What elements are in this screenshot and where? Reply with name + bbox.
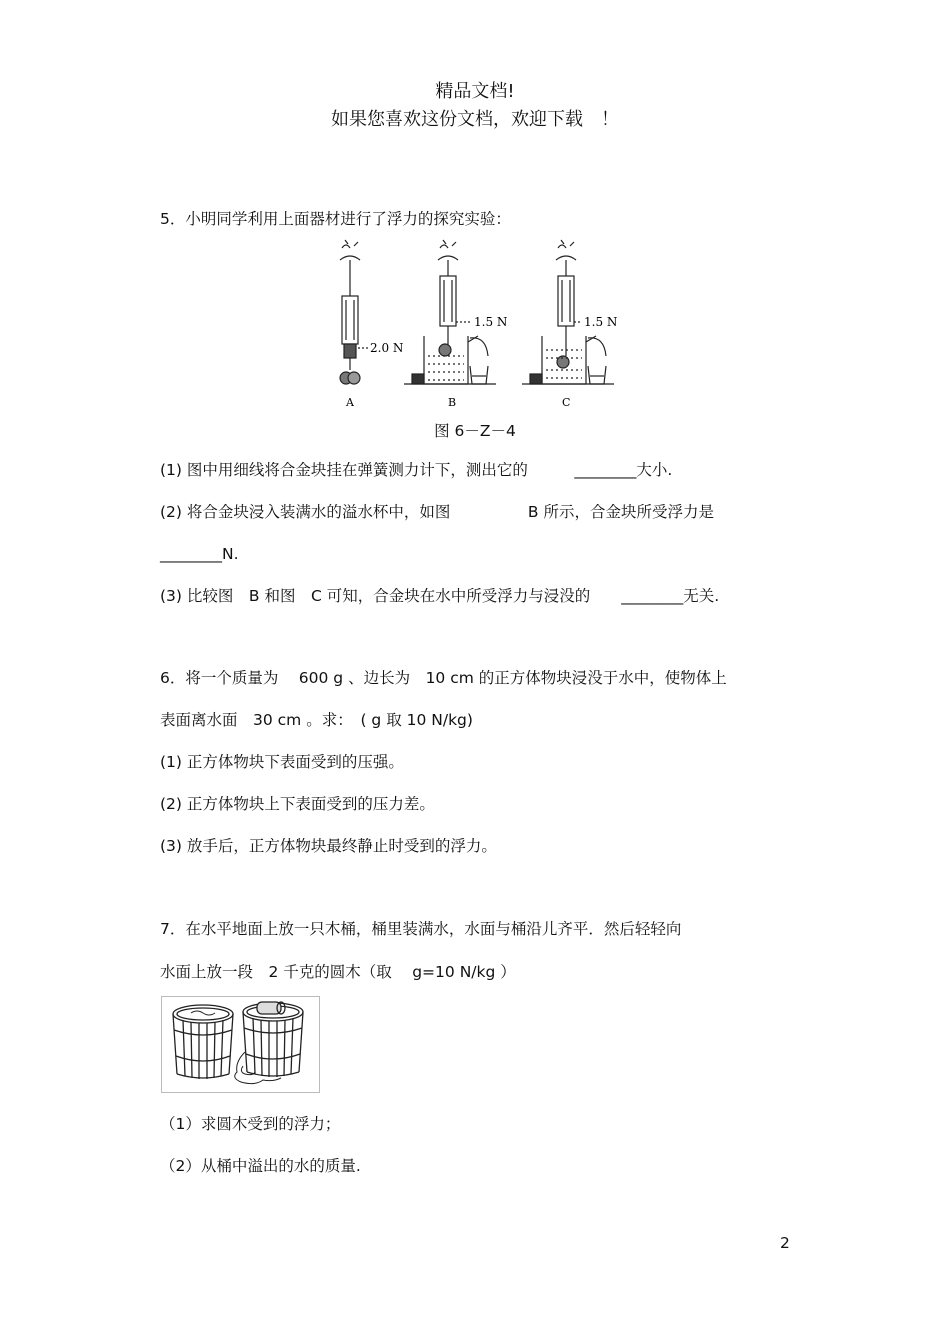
- q5-part-3: (3) 比较图 B 和图 C 可知，合金块在水中所受浮力与浸没的 ________无关.: [160, 587, 720, 605]
- q6-stem-1: 6．将一个质量为 600 g 、边长为 10 cm 的正方体物块浸没于水中，使物体上: [160, 669, 727, 687]
- q7-part-2: （2）从桶中溢出的水的质量.: [160, 1157, 361, 1175]
- q6-stem-2: 表面离水面 30 cm 。求： ( g 取 10 N/kg): [160, 711, 473, 729]
- apparatus-c: [522, 240, 614, 384]
- q5-part-2-blank: ________N.: [160, 545, 239, 563]
- q7-stem-2: 水面上放一段 2 千克的圆木（取 g=10 N/kg ）: [160, 963, 516, 981]
- q6-part-2: (2) 正方体物块上下表面受到的压力差。: [160, 795, 435, 813]
- label-a: A: [346, 396, 354, 409]
- figure-caption: 图 6－Z－4: [434, 422, 516, 440]
- header-line-1: 精品文档!: [435, 81, 515, 102]
- q5-part-2: (2) 将合金块浸入装满水的溢水杯中，如图 B 所示，合金块所受浮力是: [160, 503, 714, 521]
- bucket-figure: [161, 996, 321, 1094]
- q5-stem: 5．小明同学利用上面器材进行了浮力的探究实验：: [160, 210, 511, 228]
- header-line-2: 如果您喜欢这份文档，欢迎下载 ！: [331, 109, 619, 130]
- reading-a: 2.0 N: [370, 341, 404, 355]
- q6-part-1: (1) 正方体物块下表面受到的压强。: [160, 753, 404, 771]
- apparatus-b: [404, 240, 496, 384]
- q7-stem-1: 7．在水平地面上放一只木桶，桶里装满水，水面与桶沿儿齐平．然后轻轻向: [160, 920, 682, 938]
- label-c: C: [562, 396, 571, 409]
- q6-part-3: (3) 放手后，正方体物块最终静止时受到的浮力。: [160, 837, 497, 855]
- page-number: 2: [780, 1234, 790, 1252]
- label-b: B: [448, 396, 457, 409]
- q5-part-1: (1) 图中用细线将合金块挂在弹簧测力计下，测出它的 ________大小.: [160, 461, 673, 479]
- reading-b: 1.5 N: [474, 315, 508, 329]
- q5-figure: [320, 238, 630, 413]
- apparatus-a: [340, 240, 368, 384]
- q7-part-1: （1）求圆木受到的浮力；: [160, 1115, 341, 1133]
- reading-c: 1.5 N: [584, 315, 618, 329]
